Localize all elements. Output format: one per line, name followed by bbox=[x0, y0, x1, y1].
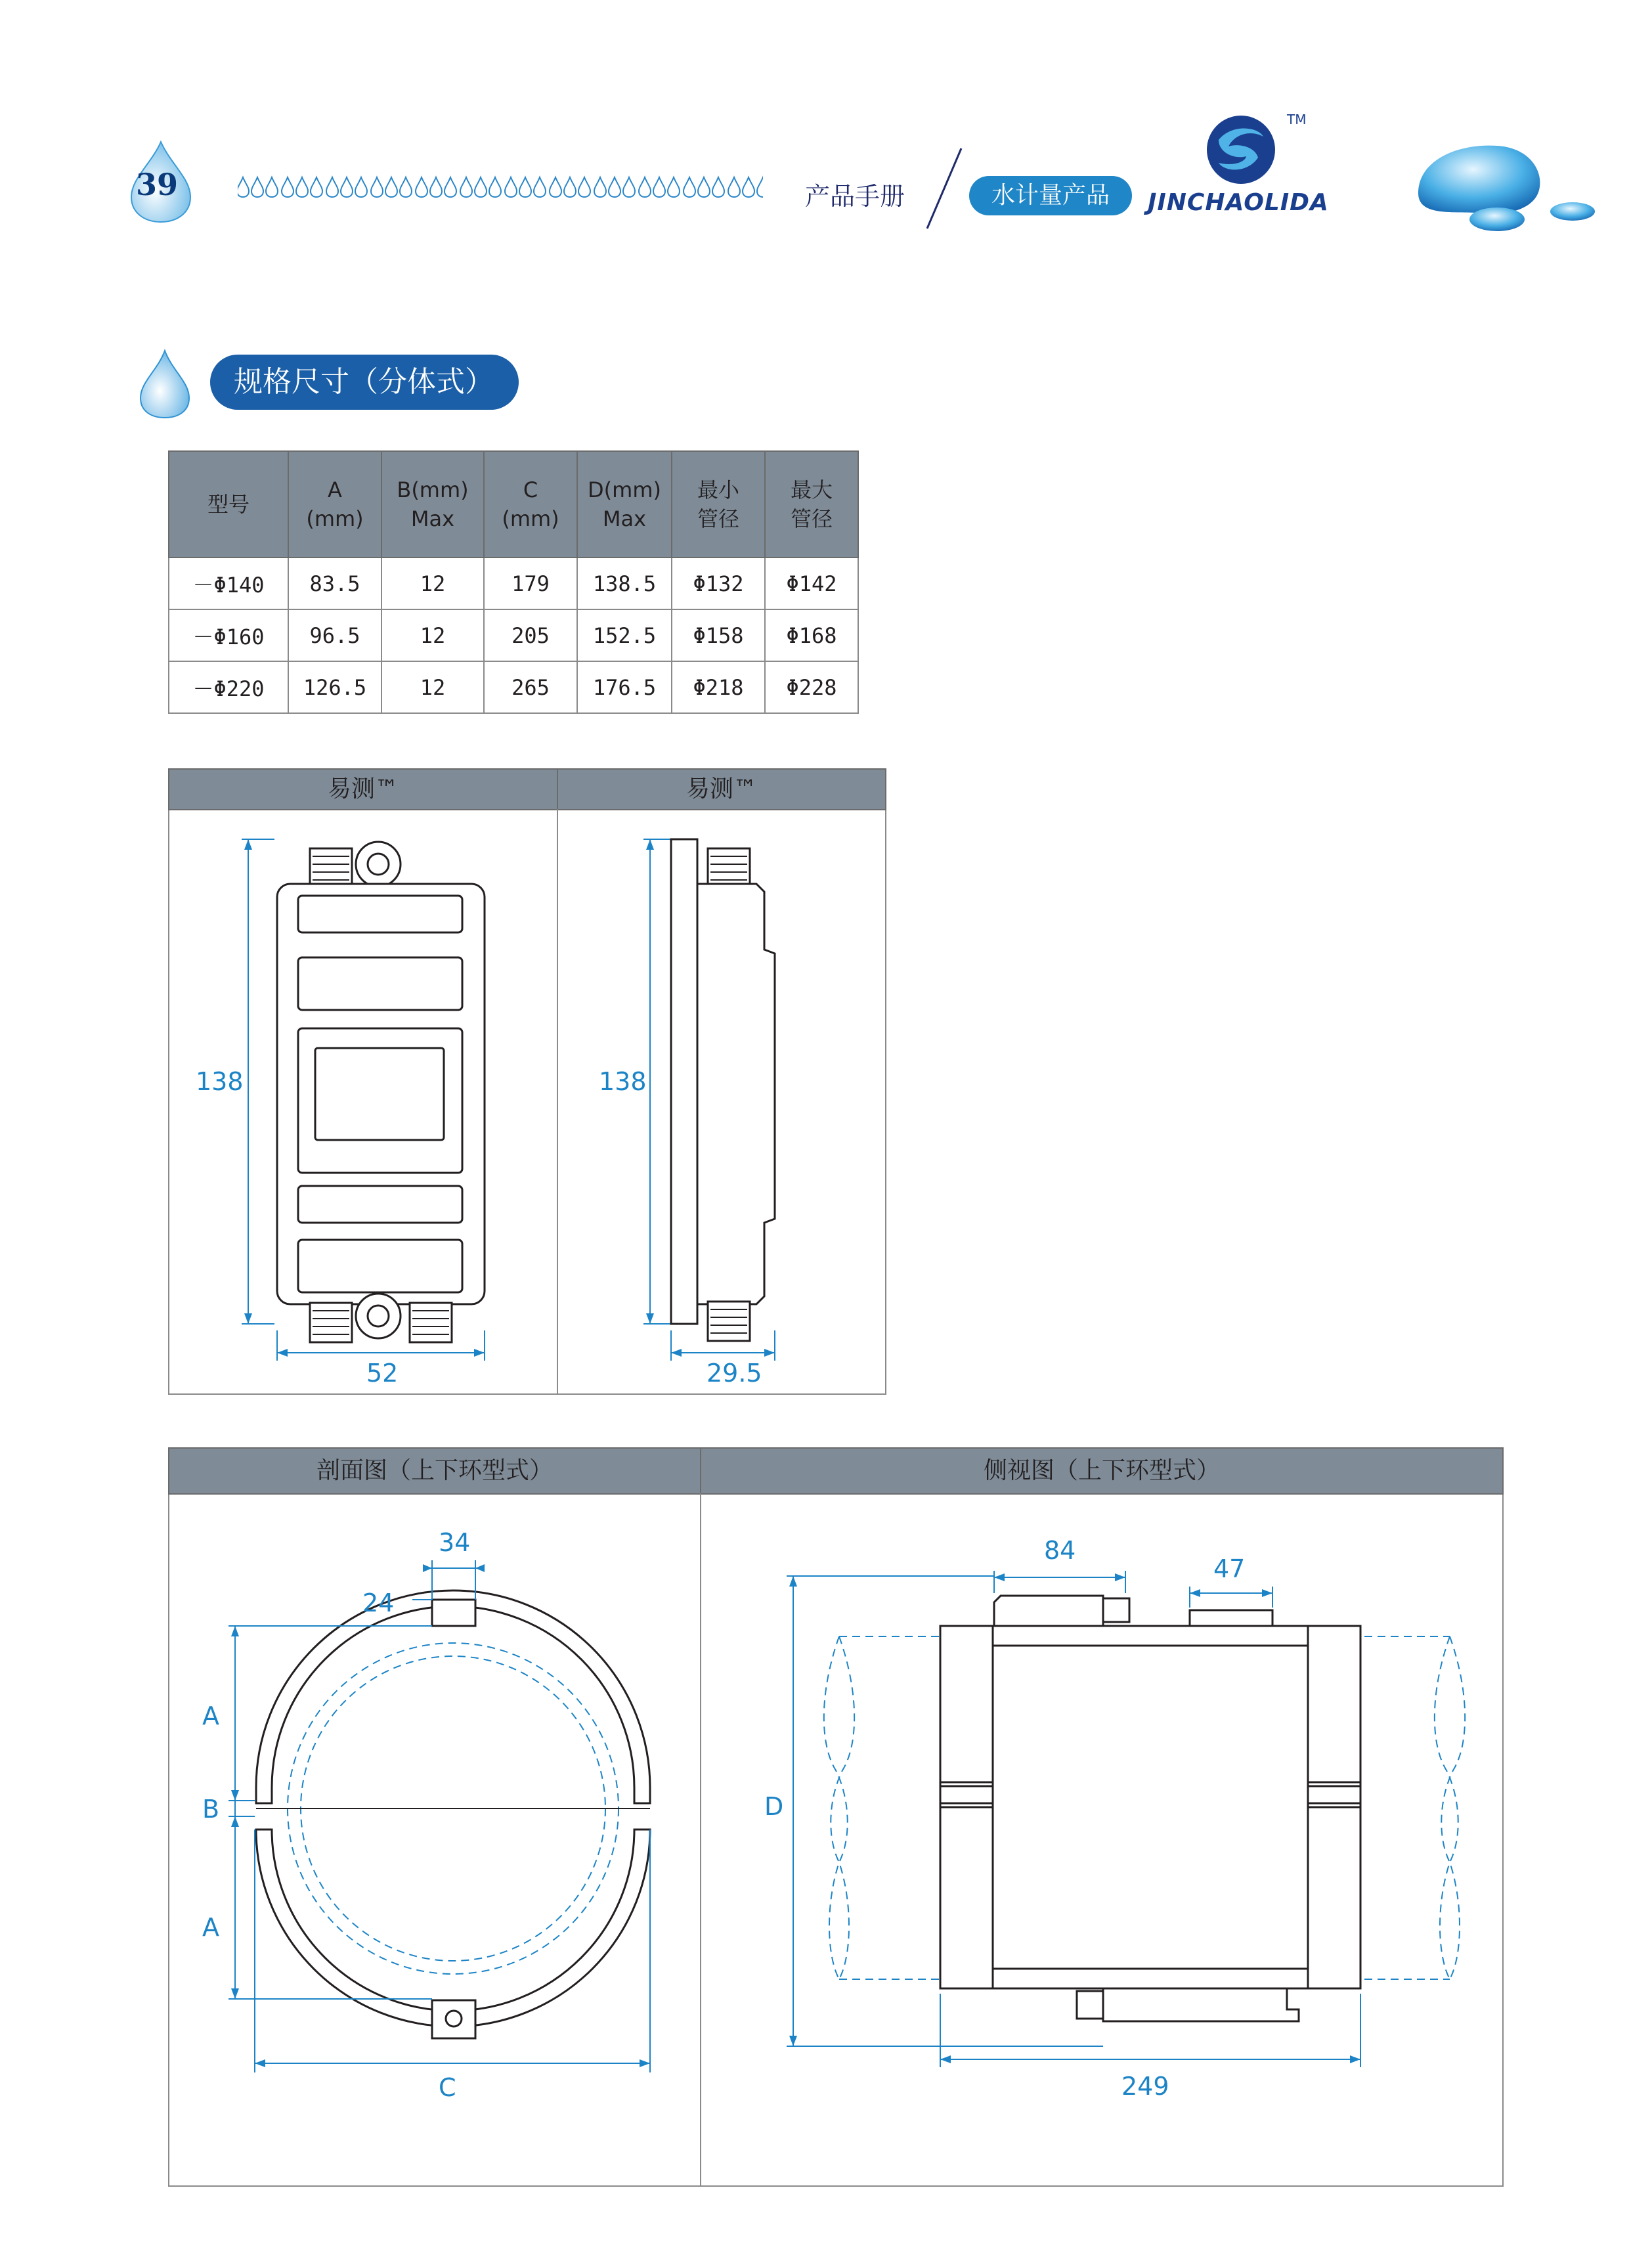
droplet-icon bbox=[489, 177, 501, 197]
droplet-icon bbox=[623, 177, 635, 197]
droplet-icon bbox=[416, 177, 427, 197]
droplet-icon bbox=[698, 177, 710, 197]
dim-b: B bbox=[202, 1795, 220, 1824]
col-header-c: C (mm) bbox=[484, 451, 577, 558]
droplet-icon bbox=[371, 177, 383, 197]
droplet-icon bbox=[757, 177, 763, 197]
page-number: 39 bbox=[135, 167, 178, 202]
table-cell: Φ168 bbox=[765, 609, 858, 661]
table-cell: Φ132 bbox=[672, 558, 765, 609]
droplet-icon bbox=[564, 177, 576, 197]
col-header-d: D(mm) Max bbox=[577, 451, 672, 558]
pipe-side-view-title: 侧视图（上下环型式） bbox=[700, 1447, 1504, 1495]
droplet-icon bbox=[505, 177, 517, 197]
droplet-icon bbox=[534, 177, 546, 197]
table-row bbox=[169, 661, 858, 713]
dim-a-upper: A bbox=[202, 1701, 219, 1730]
droplet-icon bbox=[578, 177, 590, 197]
category-badge: 水计量产品 bbox=[969, 176, 1132, 215]
table-cell: 12 bbox=[381, 609, 484, 661]
table-cell: －Φ220 bbox=[169, 661, 288, 713]
side-view-drawing bbox=[558, 812, 885, 1393]
decorative-droplets bbox=[238, 173, 763, 200]
table-cell: 96.5 bbox=[288, 609, 381, 661]
table-cell: Φ228 bbox=[765, 661, 858, 713]
table-cell: －Φ160 bbox=[169, 609, 288, 661]
droplet-icon bbox=[445, 177, 456, 197]
col-header-max-pipe: 最大 管径 bbox=[765, 451, 858, 558]
droplet-icon bbox=[385, 177, 397, 197]
dim-box2-width: 47 bbox=[1213, 1554, 1246, 1583]
table-cell: －Φ140 bbox=[169, 558, 288, 609]
dim-top-width: 34 bbox=[439, 1528, 471, 1557]
table-row bbox=[169, 558, 858, 609]
cross-section-drawing bbox=[169, 1495, 699, 2185]
table-cell: Φ158 bbox=[672, 609, 765, 661]
dim-a-lower: A bbox=[202, 1913, 219, 1942]
table-cell: 126.5 bbox=[288, 661, 381, 713]
front-view-drawing bbox=[169, 812, 557, 1393]
droplet-icon bbox=[594, 177, 606, 197]
section-view-title: 剖面图（上下环型式） bbox=[168, 1447, 701, 1495]
front-view-title: 易测™ bbox=[168, 768, 558, 810]
dim-d: D bbox=[764, 1792, 784, 1821]
table-cell: 12 bbox=[381, 661, 484, 713]
table-cell: 152.5 bbox=[577, 609, 672, 661]
dim-width-front: 52 bbox=[366, 1359, 399, 1388]
section-drop-icon bbox=[135, 348, 194, 420]
droplet-icon bbox=[743, 177, 754, 197]
droplet-icon bbox=[653, 177, 665, 197]
table-cell: 179 bbox=[484, 558, 577, 609]
pipe-side-view-drawing bbox=[701, 1495, 1502, 2185]
droplet-icon bbox=[282, 177, 293, 197]
droplet-icon bbox=[609, 177, 620, 197]
table-cell: Φ218 bbox=[672, 661, 765, 713]
droplet-icon bbox=[311, 177, 322, 197]
droplet-icon bbox=[712, 177, 724, 197]
dim-height-front: 138 bbox=[196, 1067, 244, 1096]
spec-table bbox=[168, 450, 859, 714]
droplet-icon bbox=[341, 177, 353, 197]
droplet-icon bbox=[668, 177, 680, 197]
dim-top-height: 24 bbox=[362, 1589, 395, 1617]
dim-c: C bbox=[439, 2073, 456, 2102]
droplet-icon bbox=[266, 177, 278, 197]
water-drops-decoration-icon bbox=[1405, 134, 1602, 239]
dim-length: 249 bbox=[1121, 2072, 1169, 2101]
dim-box1-width: 84 bbox=[1044, 1536, 1076, 1565]
brand-logo-icon bbox=[1199, 110, 1291, 189]
table-cell: 265 bbox=[484, 661, 577, 713]
col-header-model: 型号 bbox=[169, 451, 288, 558]
droplet-icon bbox=[400, 177, 412, 197]
dim-height-side: 138 bbox=[599, 1067, 647, 1096]
droplet-icon bbox=[519, 177, 531, 197]
droplet-icon bbox=[355, 177, 367, 197]
droplet-icon bbox=[296, 177, 308, 197]
droplet-icon bbox=[684, 177, 695, 197]
droplet-icon bbox=[430, 177, 442, 197]
droplet-icon bbox=[326, 177, 338, 197]
droplet-icon bbox=[728, 177, 740, 197]
dim-depth-side: 29.5 bbox=[706, 1359, 762, 1388]
spec-table-header-row bbox=[169, 451, 858, 558]
trademark-mark: TM bbox=[1287, 112, 1307, 127]
section-title: 规格尺寸（分体式） bbox=[210, 355, 519, 410]
col-header-b: B(mm) Max bbox=[381, 451, 484, 558]
table-row bbox=[169, 609, 858, 661]
table-cell: 176.5 bbox=[577, 661, 672, 713]
table-cell: Φ142 bbox=[765, 558, 858, 609]
header-divider bbox=[918, 146, 970, 231]
col-header-a: A (mm) bbox=[288, 451, 381, 558]
droplet-icon bbox=[251, 177, 263, 197]
droplet-icon bbox=[550, 177, 561, 197]
table-cell: 83.5 bbox=[288, 558, 381, 609]
droplet-icon bbox=[460, 177, 472, 197]
table-cell: 138.5 bbox=[577, 558, 672, 609]
table-cell: 205 bbox=[484, 609, 577, 661]
droplet-icon bbox=[475, 177, 487, 197]
side-view-title: 易测™ bbox=[557, 768, 886, 810]
brand-name: JINCHAOLIDA bbox=[1148, 189, 1329, 216]
col-header-min-pipe: 最小 管径 bbox=[672, 451, 765, 558]
table-cell: 12 bbox=[381, 558, 484, 609]
droplet-icon bbox=[238, 177, 249, 197]
droplet-icon bbox=[639, 177, 651, 197]
manual-label: 产品手册 bbox=[805, 182, 905, 211]
